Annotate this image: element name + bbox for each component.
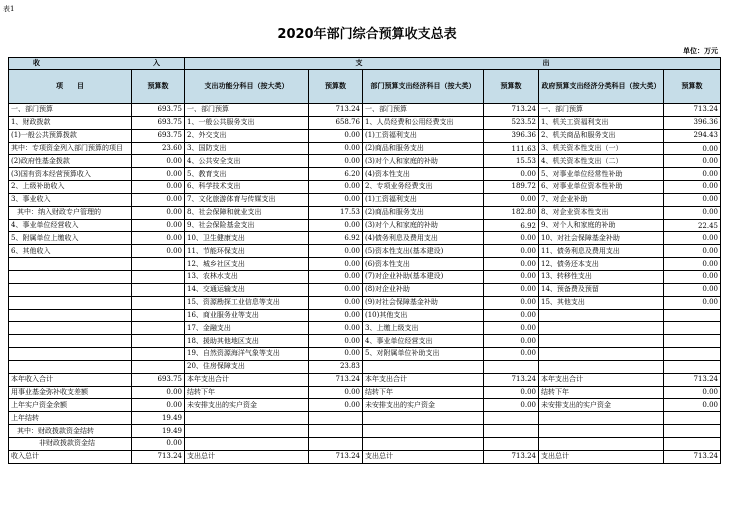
item-cell [9, 258, 132, 271]
item-cell: 9、社会保险基金支出 [185, 219, 309, 232]
table-row [9, 104, 721, 117]
item-cell: 结转下年 [539, 386, 664, 399]
amount-cell: 0.00 [484, 296, 539, 309]
amount-cell: 713.24 [132, 450, 185, 463]
item-cell: 9、对个人和家庭的补助 [539, 219, 664, 232]
amount-cell: 0.00 [484, 309, 539, 322]
table-row [9, 232, 721, 245]
item-cell: 13、转移性支出 [539, 270, 664, 283]
amount-cell: 0.00 [484, 348, 539, 361]
item-cell: 未安排支出的实户资金 [363, 399, 484, 412]
amount-cell: 0.00 [132, 206, 185, 219]
amount-cell: 0.00 [664, 168, 721, 181]
unit-label: 单位：万元 [683, 47, 718, 55]
amount-cell: 0.00 [132, 181, 185, 194]
item-cell [539, 322, 664, 335]
table-row [9, 322, 721, 335]
amount-cell: 713.24 [309, 450, 363, 463]
item-cell: 本年收入合计 [9, 373, 132, 386]
amount-cell [132, 335, 185, 348]
item-cell: 未安排支出的实户资金 [539, 399, 664, 412]
table-row [9, 399, 721, 412]
item-cell: 1、人员经费和公用经费支出 [363, 116, 484, 129]
amount-cell: 0.00 [664, 386, 721, 399]
item-cell: 5、对事业单位经常性补助 [539, 168, 664, 181]
amount-cell: 693.75 [132, 129, 185, 142]
item-cell: 其中：财政拨款资金结转 [9, 425, 132, 438]
item-cell: 6、对事业单位资本性补助 [539, 181, 664, 194]
amount-cell: 0.00 [309, 386, 363, 399]
item-cell: 3、机关资本性支出（一） [539, 142, 664, 155]
table-row [9, 245, 721, 258]
expense-group-header: 支 出 [185, 58, 721, 70]
amount-cell: 0.00 [664, 193, 721, 206]
amount-cell: 23.83 [309, 360, 363, 373]
item-cell [9, 283, 132, 296]
item-cell: 2、专项业务经费支出 [363, 181, 484, 194]
item-cell: 一、部门预算 [9, 104, 132, 117]
amount-cell: 22.45 [664, 219, 721, 232]
item-cell: 11、债务利息及费用支出 [539, 245, 664, 258]
amount-cell: 713.24 [664, 373, 721, 386]
item-cell [363, 360, 484, 373]
item-cell: 5、教育支出 [185, 168, 309, 181]
amount-cell [664, 437, 721, 450]
amount-cell [132, 322, 185, 335]
item-cell: 19、自然资源海洋气象等支出 [185, 348, 309, 361]
amount-cell: 0.00 [309, 309, 363, 322]
column-header: 预算数 [664, 70, 721, 104]
item-cell: 14、预备费及预留 [539, 283, 664, 296]
item-cell: 未安排支出的实户资金 [185, 399, 309, 412]
table-row [9, 206, 721, 219]
item-cell [9, 270, 132, 283]
column-header: 支出功能分科目（按大类） [185, 70, 309, 104]
table-row [9, 360, 721, 373]
amount-cell: 15.53 [484, 155, 539, 168]
amount-cell: 0.00 [664, 270, 721, 283]
item-cell: 8、对企业资本性支出 [539, 206, 664, 219]
item-cell: 1、一般公共服务支出 [185, 116, 309, 129]
item-cell [539, 437, 664, 450]
amount-cell: 713.24 [309, 104, 363, 117]
item-cell: 其中：纳入财政专户管理的 [9, 206, 132, 219]
amount-cell: 294.43 [664, 129, 721, 142]
amount-cell: 6.92 [309, 232, 363, 245]
table-row [9, 335, 721, 348]
amount-cell: 523.52 [484, 116, 539, 129]
item-cell: 20、住房保障支出 [185, 360, 309, 373]
table-row [9, 193, 721, 206]
column-header: 部门预算支出经济科目（按大类） [363, 70, 484, 104]
amount-cell: 6.20 [309, 168, 363, 181]
amount-cell: 396.36 [664, 116, 721, 129]
item-cell [363, 425, 484, 438]
amount-cell [664, 309, 721, 322]
budget-summary-table [8, 57, 721, 464]
table-body [9, 104, 721, 464]
amount-cell: 0.00 [309, 142, 363, 155]
table-row [9, 168, 721, 181]
amount-cell: 713.24 [484, 373, 539, 386]
amount-cell [484, 412, 539, 425]
item-cell: 上年实户资金余额 [9, 399, 132, 412]
item-cell: 结转下年 [363, 386, 484, 399]
amount-cell: 0.00 [309, 335, 363, 348]
amount-cell: 19.49 [132, 425, 185, 438]
item-cell: 18、援助其他地区支出 [185, 335, 309, 348]
table-row [9, 155, 721, 168]
item-cell: 用事业基金弥补收支差额 [9, 386, 132, 399]
amount-cell: 0.00 [664, 399, 721, 412]
item-cell [539, 412, 664, 425]
amount-cell [664, 360, 721, 373]
item-cell [539, 360, 664, 373]
item-cell [9, 348, 132, 361]
table-row [9, 450, 721, 463]
table-row [9, 373, 721, 386]
amount-cell: 19.49 [132, 412, 185, 425]
amount-cell: 693.75 [132, 116, 185, 129]
item-cell [539, 425, 664, 438]
amount-cell: 0.00 [132, 168, 185, 181]
item-cell: 支出总计 [363, 450, 484, 463]
column-header: 项 目 [9, 70, 132, 104]
amount-cell [132, 348, 185, 361]
item-cell: 2、上级补助收入 [9, 181, 132, 194]
item-cell: (4)债务利息及费用支出 [363, 232, 484, 245]
amount-cell: 0.00 [309, 283, 363, 296]
column-header: 预算数 [484, 70, 539, 104]
item-cell: 12、债务还本支出 [539, 258, 664, 271]
item-cell: 4、事业单位经营收入 [9, 219, 132, 232]
item-cell: 一、部门预算 [185, 104, 309, 117]
amount-cell: 0.00 [484, 258, 539, 271]
item-cell: 15、其他支出 [539, 296, 664, 309]
amount-cell: 0.00 [484, 193, 539, 206]
item-cell: 一、部门预算 [363, 104, 484, 117]
amount-cell [132, 283, 185, 296]
amount-cell [309, 437, 363, 450]
item-cell: (4)资本性支出 [363, 168, 484, 181]
amount-cell: 0.00 [309, 270, 363, 283]
item-cell: (1)一般公共预算拨款 [9, 129, 132, 142]
item-cell: 12、城乡社区支出 [185, 258, 309, 271]
item-cell: 11、节能环保支出 [185, 245, 309, 258]
item-cell: (3)国有资本经营预算收入 [9, 168, 132, 181]
amount-cell [132, 258, 185, 271]
item-cell: (5)资本性支出(基本建设) [363, 245, 484, 258]
amount-cell [664, 348, 721, 361]
amount-cell: 713.24 [309, 373, 363, 386]
amount-cell [132, 309, 185, 322]
amount-cell [484, 437, 539, 450]
amount-cell: 0.00 [309, 193, 363, 206]
amount-cell: 0.00 [132, 437, 185, 450]
item-cell: 支出总计 [185, 450, 309, 463]
amount-cell: 0.00 [484, 168, 539, 181]
column-header: 预算数 [309, 70, 363, 104]
amount-cell: 0.00 [309, 181, 363, 194]
item-cell: 15、资源勘探工业信息等支出 [185, 296, 309, 309]
item-cell: 4、公共安全支出 [185, 155, 309, 168]
item-cell: 一、部门预算 [539, 104, 664, 117]
amount-cell: 0.00 [309, 322, 363, 335]
table-row [9, 309, 721, 322]
amount-cell: 111.63 [484, 142, 539, 155]
item-cell: 3、国防支出 [185, 142, 309, 155]
table-row [9, 129, 721, 142]
column-header: 预算数 [132, 70, 185, 104]
column-header: 政府预算支出经济分类科目（按大类） [539, 70, 664, 104]
item-cell: 2、外交支出 [185, 129, 309, 142]
amount-cell: 0.00 [484, 322, 539, 335]
amount-cell: 0.00 [132, 219, 185, 232]
amount-cell: 713.24 [664, 104, 721, 117]
amount-cell [664, 412, 721, 425]
item-cell: 非财政拨款资金结 [9, 437, 132, 450]
amount-cell [664, 425, 721, 438]
amount-cell: 0.00 [664, 283, 721, 296]
amount-cell [484, 360, 539, 373]
item-cell: 14、交通运输支出 [185, 283, 309, 296]
item-cell: 16、商业服务业等支出 [185, 309, 309, 322]
item-cell: 5、附属单位上缴收入 [9, 232, 132, 245]
item-cell [539, 348, 664, 361]
item-cell: 5、对附属单位补助支出 [363, 348, 484, 361]
item-cell [9, 296, 132, 309]
amount-cell: 0.00 [132, 386, 185, 399]
amount-cell: 0.00 [664, 142, 721, 155]
item-cell: 7、对企业补助 [539, 193, 664, 206]
item-cell: 1、财政拨款 [9, 116, 132, 129]
item-cell [9, 309, 132, 322]
item-cell: 结转下年 [185, 386, 309, 399]
item-cell: 3、事业收入 [9, 193, 132, 206]
amount-cell: 0.00 [664, 245, 721, 258]
item-cell: (2)政府性基金拨款 [9, 155, 132, 168]
amount-cell: 693.75 [132, 104, 185, 117]
item-cell: 3、上缴上级支出 [363, 322, 484, 335]
item-cell: (1)工资福利支出 [363, 129, 484, 142]
amount-cell: 0.00 [132, 232, 185, 245]
item-cell: 本年支出合计 [363, 373, 484, 386]
amount-cell: 0.00 [664, 206, 721, 219]
item-cell: 收入总计 [9, 450, 132, 463]
table-row [9, 270, 721, 283]
item-cell: 本年支出合计 [185, 373, 309, 386]
amount-cell: 6.92 [484, 219, 539, 232]
amount-cell [309, 412, 363, 425]
item-cell: (6)资本性支出 [363, 258, 484, 271]
table-row [9, 219, 721, 232]
amount-cell: 0.00 [309, 129, 363, 142]
item-cell: (1)工资福利支出 [363, 193, 484, 206]
amount-cell [484, 425, 539, 438]
amount-cell: 0.00 [664, 296, 721, 309]
amount-cell: 658.76 [309, 116, 363, 129]
table-row [9, 283, 721, 296]
item-cell: (7)对企业补助(基本建设) [363, 270, 484, 283]
page-title: 2020年部门综合预算收支总表 [277, 27, 457, 42]
amount-cell: 0.00 [484, 283, 539, 296]
item-cell: 6、科学技术支出 [185, 181, 309, 194]
item-cell: (3)对个人和家庭的补助 [363, 155, 484, 168]
amount-cell: 189.72 [484, 181, 539, 194]
item-cell [185, 437, 309, 450]
item-cell: (3)对个人和家庭的补助 [363, 219, 484, 232]
item-cell: 2、机关商品和服务支出 [539, 129, 664, 142]
amount-cell: 0.00 [132, 155, 185, 168]
amount-cell: 0.00 [309, 258, 363, 271]
amount-cell: 693.75 [132, 373, 185, 386]
amount-cell: 0.00 [664, 258, 721, 271]
table-row [9, 412, 721, 425]
amount-cell: 17.53 [309, 206, 363, 219]
amount-cell: 0.00 [484, 399, 539, 412]
amount-cell: 713.24 [484, 450, 539, 463]
amount-cell: 0.00 [132, 245, 185, 258]
item-cell [363, 412, 484, 425]
item-cell [539, 335, 664, 348]
amount-cell [664, 322, 721, 335]
table-label: 表1 [3, 5, 15, 13]
amount-cell: 0.00 [309, 399, 363, 412]
amount-cell: 0.00 [484, 232, 539, 245]
item-cell: 13、农林水支出 [185, 270, 309, 283]
item-cell: 4、事业单位经营支出 [363, 335, 484, 348]
item-cell: 1、机关工资福利支出 [539, 116, 664, 129]
item-cell [9, 360, 132, 373]
table-row [9, 258, 721, 271]
amount-cell: 0.00 [484, 386, 539, 399]
item-cell: (10)其他支出 [363, 309, 484, 322]
table-row [9, 425, 721, 438]
table-row [9, 181, 721, 194]
amount-cell: 713.24 [664, 450, 721, 463]
amount-cell [309, 425, 363, 438]
income-group-header: 收 入 [9, 58, 185, 70]
item-cell: 6、其他收入 [9, 245, 132, 258]
item-cell: 支出总计 [539, 450, 664, 463]
table-row [9, 348, 721, 361]
item-cell [363, 437, 484, 450]
amount-cell: 23.60 [132, 142, 185, 155]
amount-cell: 0.00 [309, 296, 363, 309]
amount-cell: 0.00 [664, 181, 721, 194]
amount-cell: 0.00 [132, 193, 185, 206]
amount-cell: 0.00 [484, 335, 539, 348]
amount-cell: 0.00 [484, 245, 539, 258]
item-cell: 8、社会保障和就业支出 [185, 206, 309, 219]
amount-cell: 0.00 [132, 399, 185, 412]
item-cell [185, 425, 309, 438]
item-cell: (9)对社会保障基金补助 [363, 296, 484, 309]
amount-cell: 0.00 [309, 245, 363, 258]
table-row [9, 142, 721, 155]
amount-cell [132, 296, 185, 309]
item-cell: 4、机关资本性支出（二） [539, 155, 664, 168]
amount-cell: 0.00 [484, 270, 539, 283]
item-cell: 17、金融支出 [185, 322, 309, 335]
item-cell: 7、文化旅游体育与传媒支出 [185, 193, 309, 206]
amount-cell [132, 270, 185, 283]
item-cell: 上年结转 [9, 412, 132, 425]
item-cell: (2)商品和服务支出 [363, 206, 484, 219]
item-cell: (2)商品和服务支出 [363, 142, 484, 155]
table-row [9, 386, 721, 399]
amount-cell: 0.00 [664, 232, 721, 245]
amount-cell: 396.36 [484, 129, 539, 142]
item-cell: 其中：专项资金列入部门预算的项目 [9, 142, 132, 155]
item-cell: 10、卫生健康支出 [185, 232, 309, 245]
amount-cell: 713.24 [484, 104, 539, 117]
amount-cell: 0.00 [309, 348, 363, 361]
item-cell [539, 309, 664, 322]
table-row [9, 116, 721, 129]
table-row [9, 437, 721, 450]
amount-cell: 0.00 [309, 155, 363, 168]
amount-cell: 0.00 [664, 155, 721, 168]
item-cell [9, 335, 132, 348]
item-cell: 10、对社会保障基金补助 [539, 232, 664, 245]
item-cell [185, 412, 309, 425]
item-cell: (8)对企业补助 [363, 283, 484, 296]
amount-cell: 182.80 [484, 206, 539, 219]
table-row [9, 296, 721, 309]
amount-cell: 0.00 [309, 219, 363, 232]
item-cell [9, 322, 132, 335]
item-cell: 本年支出合计 [539, 373, 664, 386]
amount-cell [132, 360, 185, 373]
amount-cell [664, 335, 721, 348]
